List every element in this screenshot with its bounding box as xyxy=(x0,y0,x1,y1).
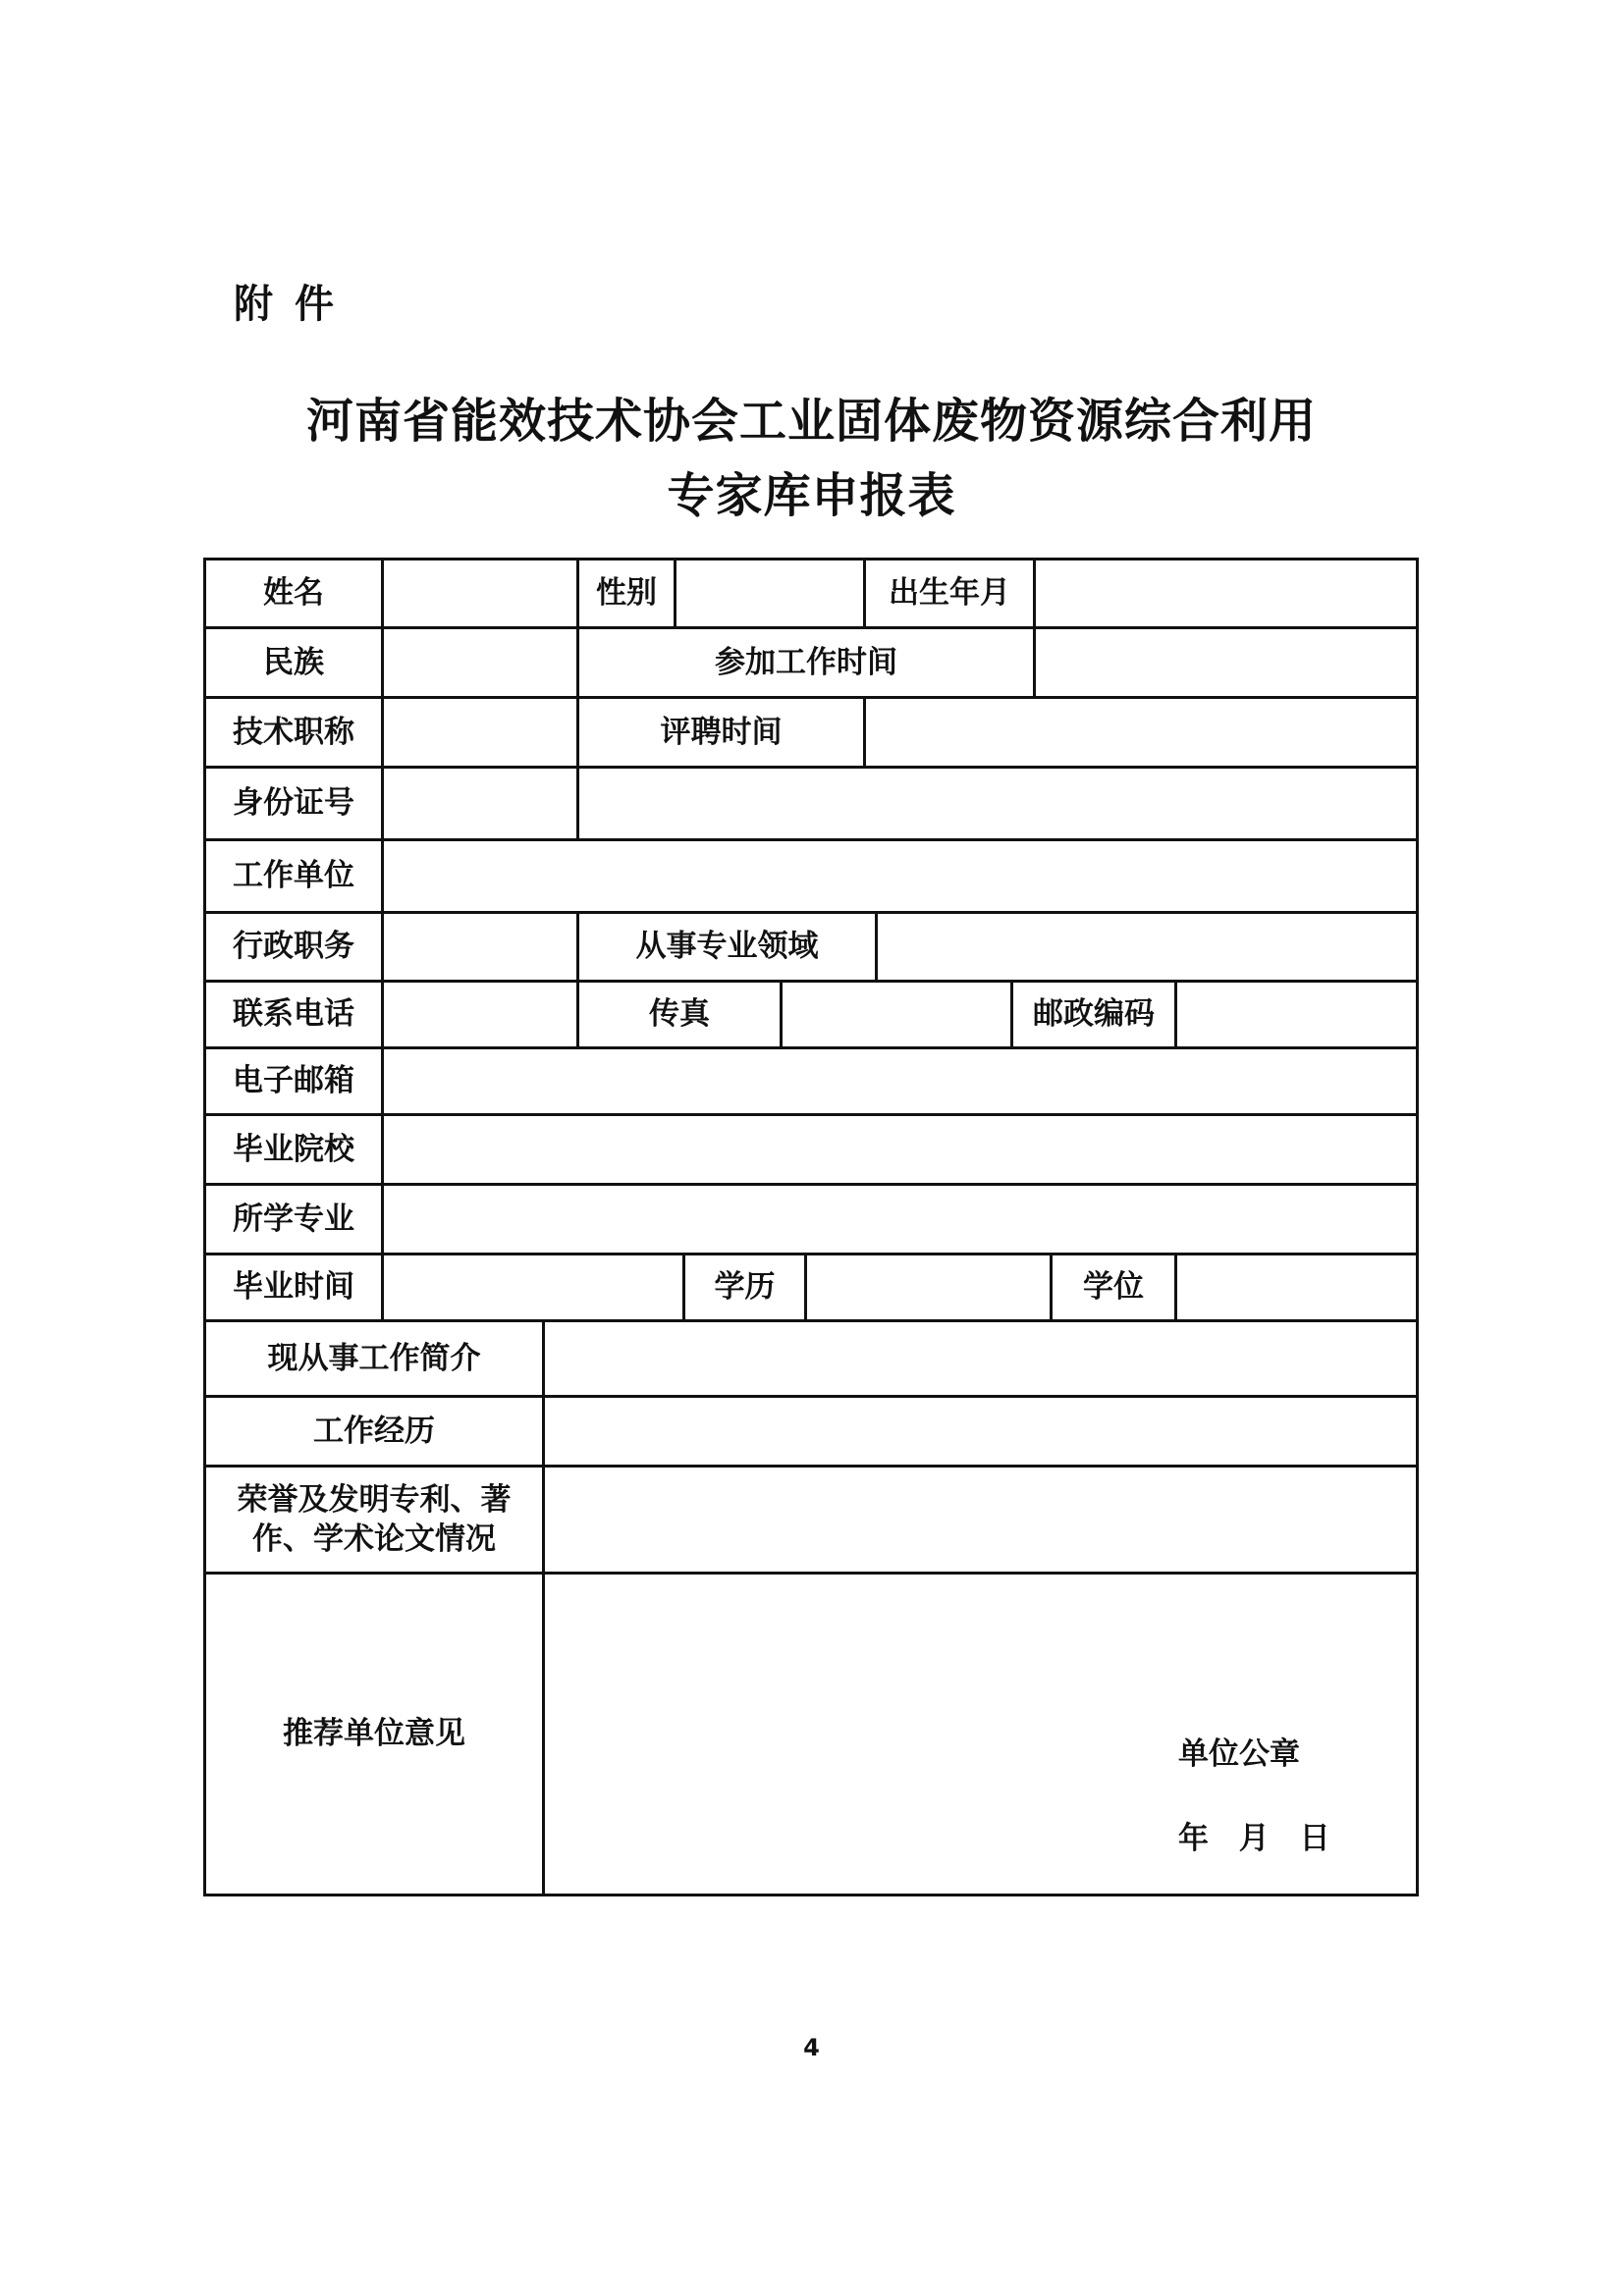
label-ethnicity: 民族 xyxy=(263,644,324,680)
label-grad-time: 毕业时间 xyxy=(233,1269,354,1306)
label-recommend: 推荐单位意见 xyxy=(283,1716,465,1752)
label-current-work: 现从事工作简介 xyxy=(267,1340,481,1376)
grad-time-field[interactable] xyxy=(384,1255,682,1319)
experience-field[interactable] xyxy=(545,1398,1416,1465)
label-email: 电子邮箱 xyxy=(233,1063,354,1099)
label-fax: 传真 xyxy=(649,996,710,1033)
label-id-no: 身份证号 xyxy=(233,785,354,822)
honors-field[interactable] xyxy=(545,1468,1416,1572)
work-start-field[interactable] xyxy=(1036,629,1416,696)
application-form xyxy=(203,558,1419,1896)
label-honors-line2: 作、学术论文情况 xyxy=(252,1522,496,1557)
date-label: 年 月 日 xyxy=(1178,1821,1340,1856)
label-employer: 工作单位 xyxy=(233,858,354,894)
school-field[interactable] xyxy=(384,1116,1416,1183)
major-field[interactable] xyxy=(384,1186,1416,1253)
degree-field[interactable] xyxy=(1177,1255,1416,1319)
postcode-field[interactable] xyxy=(1177,983,1416,1046)
fax-field[interactable] xyxy=(783,983,1010,1046)
seal-label: 单位公章 xyxy=(1178,1736,1300,1772)
appoint-time-field[interactable] xyxy=(866,699,1416,766)
label-name: 姓名 xyxy=(263,575,324,612)
label-field: 从事专业领域 xyxy=(635,929,819,965)
label-major: 所学专业 xyxy=(233,1201,354,1237)
label-honors xyxy=(206,1468,542,1572)
label-title: 技术职称 xyxy=(233,714,354,750)
label-birth: 出生年月 xyxy=(889,575,1010,612)
phone-field[interactable] xyxy=(384,983,576,1046)
form-title-line1: 河南省能效技术协会工业固体废物资源综合利用 xyxy=(305,394,1317,449)
label-appoint-time: 评聘时间 xyxy=(660,714,783,750)
admin-post-field[interactable] xyxy=(384,914,576,980)
gender-field[interactable] xyxy=(676,561,863,626)
form-title-line2: 专家库申报表 xyxy=(667,468,956,523)
label-phone: 联系电话 xyxy=(233,996,354,1033)
label-admin-post: 行政职务 xyxy=(233,929,354,965)
current-work-field[interactable] xyxy=(545,1322,1416,1395)
name-field[interactable] xyxy=(384,561,576,626)
label-postcode: 邮政编码 xyxy=(1033,996,1155,1033)
label-work-start: 参加工作时间 xyxy=(715,644,897,680)
label-degree: 学位 xyxy=(1083,1269,1144,1306)
label-experience: 工作经历 xyxy=(313,1413,435,1449)
page-number: 4 xyxy=(803,2034,820,2061)
education-field[interactable] xyxy=(807,1255,1050,1319)
label-education: 学历 xyxy=(714,1269,776,1306)
ethnicity-field[interactable] xyxy=(384,629,576,696)
label-school: 毕业院校 xyxy=(233,1131,354,1167)
birth-field[interactable] xyxy=(1036,561,1416,626)
employer-field[interactable] xyxy=(384,841,1416,911)
field-input[interactable] xyxy=(878,914,1416,980)
attachment-label: 附件 xyxy=(234,282,355,327)
label-gender: 性别 xyxy=(596,575,657,612)
id-no-field[interactable] xyxy=(384,769,1416,838)
label-honors-line1: 荣誉及发明专利、著 xyxy=(237,1481,512,1518)
email-field[interactable] xyxy=(384,1049,1416,1113)
title-field[interactable] xyxy=(384,699,576,766)
